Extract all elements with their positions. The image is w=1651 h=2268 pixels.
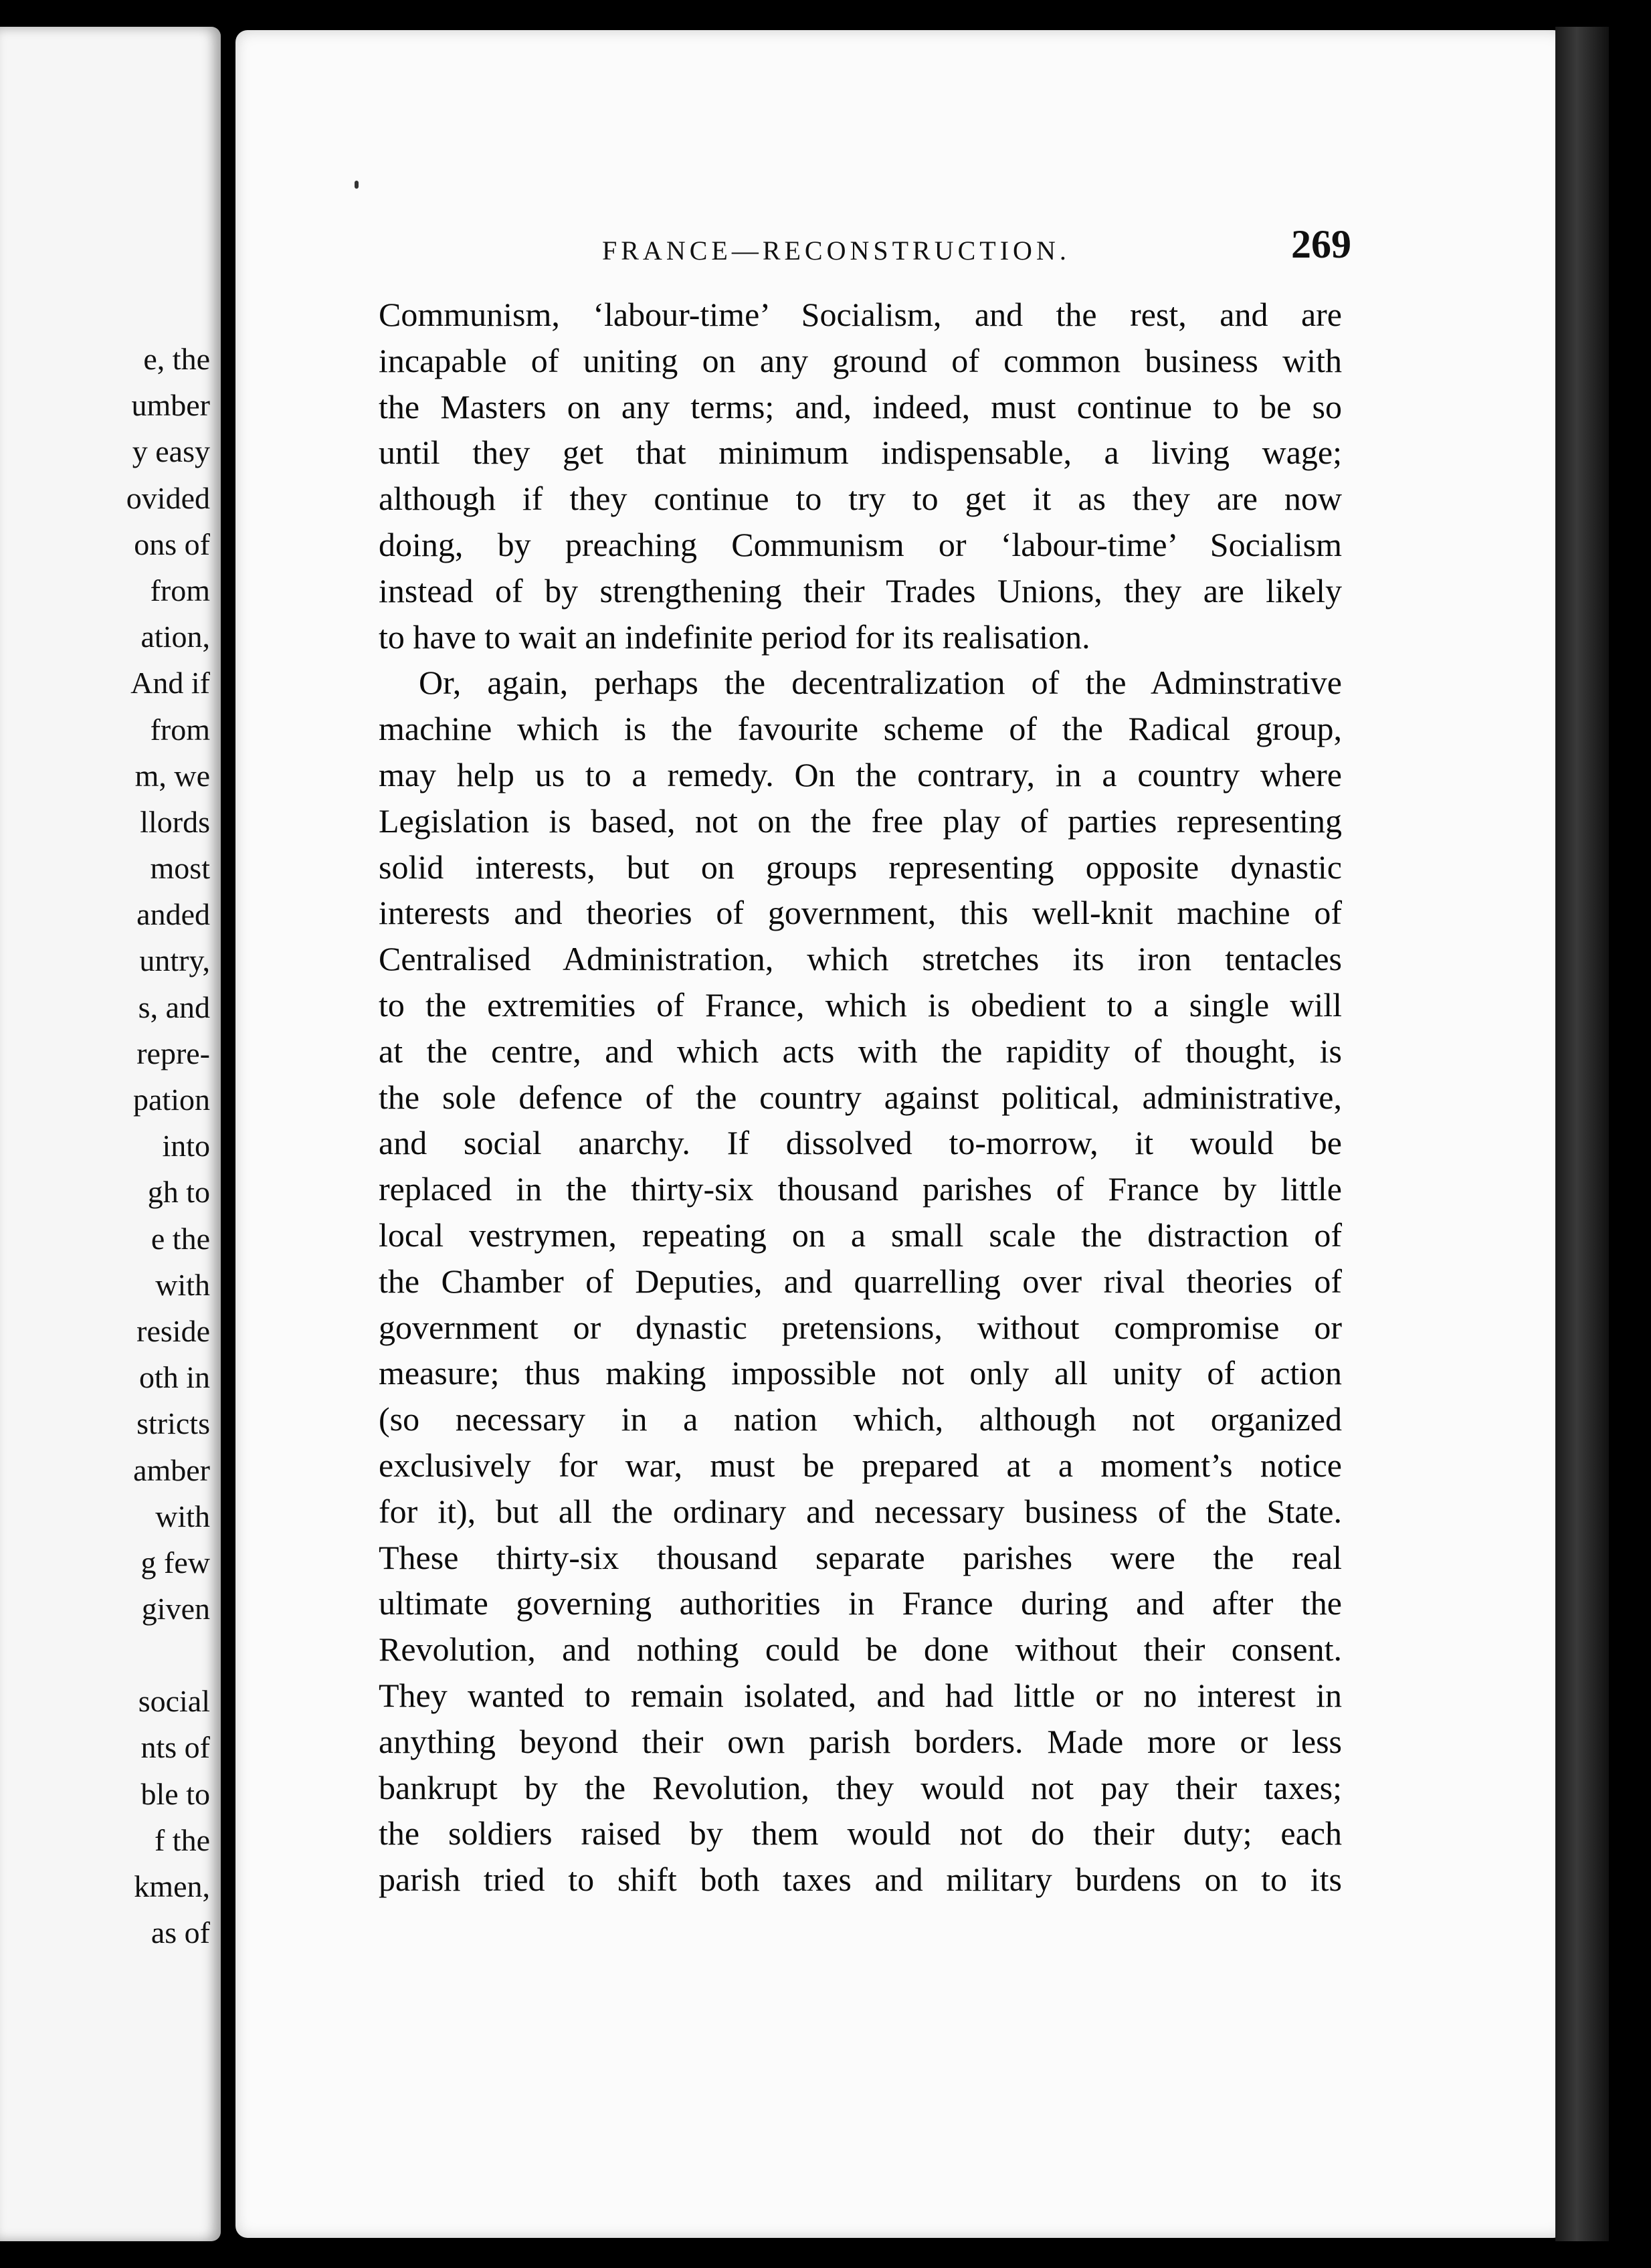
text-line: may help us to a remedy. On the contrary, in a country where: [379, 755, 1342, 793]
text-fragment: umber: [131, 388, 210, 423]
text-fragment: y easy: [132, 434, 210, 469]
text-fragment: ons of: [134, 527, 210, 561]
text-line: machine which is the favourite scheme of the Radical group,: [379, 710, 1342, 748]
text-line: instead of by strengthening their Trades Unions, they are likely: [379, 571, 1342, 609]
text-line: local vestrymen, repeating on a small scale the distraction of: [379, 1216, 1342, 1254]
text-fragment: ovided: [126, 480, 210, 515]
text-line: to have to wait an indefinite period for its realisation.: [379, 618, 1090, 656]
text-fragment: reside: [136, 1313, 210, 1348]
text-fragment: from: [150, 712, 210, 747]
running-header: FRANCE—RECONSTRUCTION.: [602, 235, 1070, 266]
text-fragment: m, we: [134, 758, 210, 793]
text-fragment: most: [150, 851, 210, 886]
paragraph: [379, 292, 1342, 660]
paragraph-gap: [0, 1632, 215, 1678]
text-line: measure; thus making impossible not only all unity of action: [379, 1354, 1342, 1392]
text-line: for it), but all the ordinary and necessary business of the State.: [379, 1492, 1342, 1530]
text-fragment: nts of: [140, 1730, 210, 1765]
text-fragment: into: [162, 1129, 210, 1163]
page-number: 269: [1291, 222, 1351, 266]
text-line: They wanted to remain isolated, and had little or no interest in: [379, 1676, 1342, 1714]
text-line: the sole defence of the country against political, administrative,: [379, 1078, 1342, 1116]
text-line: until they get that minimum indispensable, a living wage;: [379, 434, 1342, 472]
text-fragment: with: [155, 1267, 210, 1302]
text-line: interests and theories of government, this well-knit machine of: [379, 894, 1342, 932]
text-line: government or dynastic pretensions, without compromise or: [379, 1308, 1342, 1346]
text-line: exclusively for war, must be prepared at a moment’s notice: [379, 1446, 1342, 1484]
text-fragment: kmen,: [134, 1869, 210, 1903]
text-fragment: untry,: [139, 943, 210, 978]
paragraph: [379, 660, 1342, 1903]
text-line: Or, again, perhaps the decentralization of the Adminstrative: [419, 664, 1342, 702]
text-line: solid interests, but on groups representing opposite dynastic: [379, 848, 1342, 886]
previous-page-fragment: [0, 27, 221, 2241]
text-line: Legislation is based, not on the free play of parties representing: [379, 801, 1342, 840]
text-fragment: gh to: [147, 1175, 210, 1210]
text-line: the Masters on any terms; and, indeed, must continue to be so: [379, 387, 1342, 426]
text-line: to the extremities of France, which is obedient to a single will: [379, 985, 1342, 1024]
text-line: incapable of uniting on any ground of common business with: [379, 341, 1342, 379]
text-fragment: g few: [140, 1545, 210, 1580]
ink-speck: [355, 181, 359, 189]
text-line: at the centre, and which acts with the rapidity of thought, is: [379, 1032, 1342, 1070]
text-fragment: amber: [133, 1452, 210, 1487]
text-fragment: as of: [151, 1915, 210, 1950]
text-fragment: repre-: [136, 1036, 210, 1070]
text-line: the soldiers raised by them would not do their duty; each: [379, 1814, 1342, 1853]
text-fragment: anded: [136, 897, 210, 932]
text-fragment: e, the: [143, 342, 210, 376]
text-line: anything beyond their own parish borders. Made more or less: [379, 1722, 1342, 1760]
text-line: although if they continue to try to get it as they are now: [379, 480, 1342, 518]
text-fragment: with: [155, 1499, 210, 1533]
text-fragment: stricts: [136, 1406, 210, 1441]
text-fragment: ble to: [140, 1776, 210, 1811]
text-fragment: given: [141, 1592, 210, 1626]
text-line: parish tried to shift both taxes and military burdens on to its: [379, 1861, 1342, 1899]
text-fragment: And if: [130, 666, 210, 700]
text-fragment: from: [150, 573, 210, 607]
text-fragment: e the: [151, 1221, 210, 1256]
text-line: bankrupt by the Revolution, they would not pay their taxes;: [379, 1768, 1342, 1806]
text-fragment: llords: [140, 804, 210, 839]
text-line: Communism, ‘labour-time’ Socialism, and the rest, and are: [379, 296, 1342, 333]
text-line: and social anarchy. If dissolved to-morrow, it would be: [379, 1124, 1342, 1162]
text-line: (so necessary in a nation which, although not organized: [379, 1400, 1342, 1438]
text-line: Centralised Administration, which stretches its iron tentacles: [379, 940, 1342, 978]
text-fragment: pation: [133, 1082, 210, 1117]
text-fragment: oth in: [138, 1360, 210, 1395]
previous-page-text: [0, 336, 215, 1956]
text-fragment: f the: [154, 1822, 210, 1857]
text-line: replaced in the thirty-six thousand parishes of France by little: [379, 1170, 1342, 1208]
text-line: ultimate governing authorities in France during and after the: [379, 1584, 1342, 1622]
text-fragment: s, and: [138, 989, 210, 1024]
body-text: [379, 292, 1342, 1903]
text-line: These thirty-six thousand separate parishes were the real: [379, 1538, 1342, 1576]
text-fragment: ation,: [140, 620, 210, 654]
page-edge-shadow: [1555, 27, 1609, 2241]
text-fragment: social: [138, 1684, 210, 1719]
text-line: the Chamber of Deputies, and quarrelling over rival theories of: [379, 1262, 1342, 1300]
text-line: Revolution, and nothing could be done without their consent.: [379, 1630, 1342, 1669]
text-line: doing, by preaching Communism or ‘labour-time’ Socialism: [379, 525, 1342, 563]
